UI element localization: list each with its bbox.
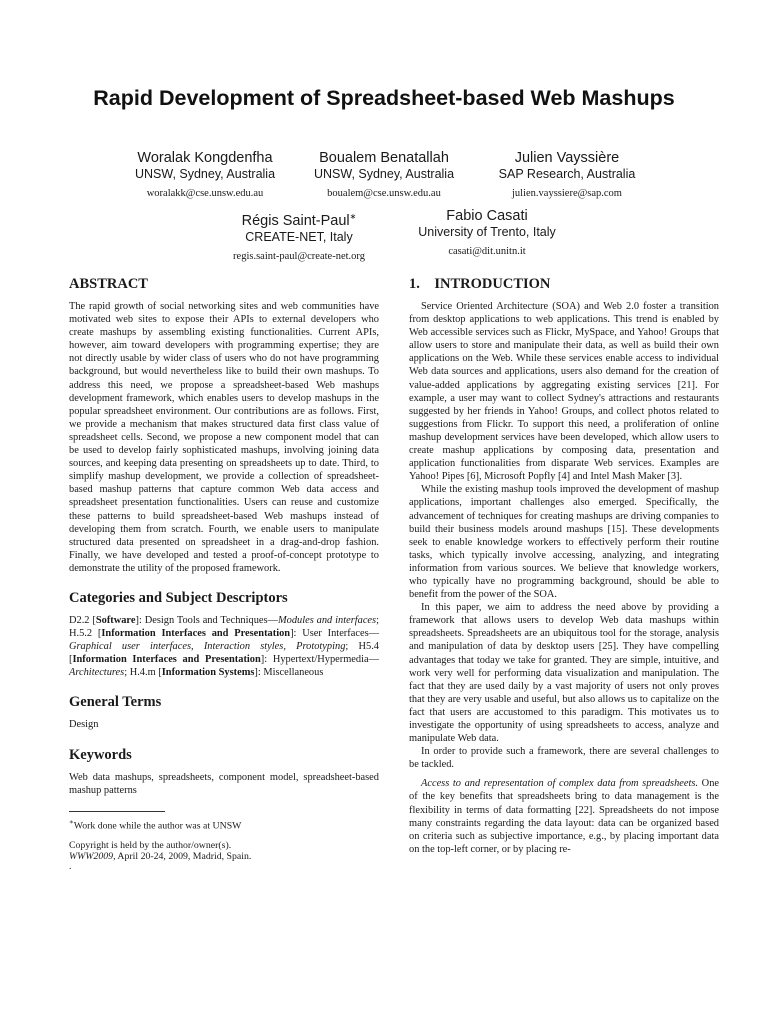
categories-fragment: ]: User Interfaces— — [290, 628, 380, 640]
author-affiliation: UNSW, Sydney, Australia — [134, 167, 276, 181]
copyright-notice — [69, 840, 379, 871]
author-affiliation: University of Trento, Italy — [418, 225, 556, 239]
categories-fragment: ; H.4.m [ — [124, 667, 162, 679]
author-email[interactable]: casati@dit.unitn.it — [448, 246, 526, 257]
author-email[interactable]: regis.saint-paul@create-net.org — [233, 250, 365, 262]
author-name: Woralak Kongdenfha — [137, 150, 273, 166]
copyright-dot: . — [69, 860, 72, 872]
categories-fragment: ; H5.4 [ — [69, 641, 379, 666]
intro-paragraph: While the existing mashup tools improved the development of mashup applications, important challenges also emerged. Specifically, the advancement of techniques for creating mashups are driving companies to build their business models around mashups [15]. These developments seek to enable knowledge workers to effectively perform their routine tasks, which typically involve accessing, analyzing, and integrating information from various sources. We believe that knowledge workers, who typically have no programming background, should be able to benefit from the power of the SOA. — [409, 484, 719, 601]
conference-venue: WWW2009 — [69, 851, 114, 863]
author-email[interactable]: boualem@cse.unsw.edu.au — [327, 188, 441, 199]
categories-fragment: Graphical user interfaces, Interaction styles, Prototyping — [69, 641, 346, 653]
copyright-line: Copyright is held by the author/owner(s). — [69, 839, 232, 851]
intro-paragraph: In this paper, we aim to address the need above by providing a framework that allows users to develop Web data mashups within spreadsheets. Spreadsheets are an ubiquitous tool for the storage, analysis and manipulation of data by desktop users [25]. They have compelling advantages that today we take for granted. They are simple, intuitive, and work very well for performing data visualization and manipulation. The fact that they are used daily by a vast majority of users not only proves that they are very usable and useful, but also allows us to capitalize on the fact that users are accustomed to this paradigm. This motivates us to investigate the opportunity of using spreadsheets to access, analyze and manipulate Web data. — [409, 602, 719, 745]
keywords-text: Web data mashups, spreadsheets, component model, spreadsheet-based mashup patterns — [69, 771, 379, 796]
general-terms-text: Design — [69, 719, 99, 731]
author-name: Julien Vayssière — [514, 150, 620, 166]
author-affiliation: CREATE-NET, Italy — [245, 229, 353, 244]
paper-title: Rapid Development of Spreadsheet-based Web Mashups — [93, 86, 675, 110]
categories-fragment: Information Interfaces and Presentation — [101, 628, 291, 640]
categories-fragment: Modules and interfaces — [277, 614, 377, 626]
intro-paragraph: Service Oriented Architecture (SOA) and Web 2.0 foster a transition from desktop applications to web applications. This trend is enabled by Web accessible services such as Flickr, MySpace, and Yahoo! Groups that allow users to store and manipulate their data, as well as build their own applications on the Web. While these services enable access to individual Web data sources and applications, users also demand for the creation of value-added applications by aggregating existing services [21]. For example, a user may want to collect Sydney's attractions and restaurants suggested by her friends in Yahoo! Groups, and collect photos related to suggestions from Flickr. To support this need, a proliferation of online mashup development services have been developed, which allow users to create mashup applications by composing data, presentation and application functionalities from disparate Web services. Examples are Yahoo! Pipes [6], Microsoft Popfly [4] and Intel Mash Maker [3]. — [409, 301, 719, 483]
categories-fragment: ; H.5.2 [ — [69, 614, 379, 640]
footnote — [69, 816, 379, 832]
categories-fragment: ]: Design Tools and Techniques— — [135, 614, 278, 626]
categories-fragment: ]: Hypertext/Hypermedia— — [260, 654, 379, 666]
introduction-heading: 1. INTRODUCTION — [409, 276, 551, 292]
author-name: Boualem Benatallah — [319, 150, 449, 166]
left-column — [69, 276, 379, 871]
footnote-divider — [69, 811, 165, 812]
author-block — [367, 208, 607, 259]
general-terms-heading: General Terms — [69, 694, 162, 711]
keywords-heading: Keywords — [69, 746, 132, 763]
categories-fragment: ]: Miscellaneous — [254, 667, 324, 679]
footnote-mark: ∗ — [349, 212, 357, 221]
author-block — [447, 150, 687, 201]
categories-fragment: Information Interfaces and Presentation — [72, 654, 261, 666]
categories-fragment: Software — [95, 614, 136, 626]
author-email[interactable]: woralakk@cse.unsw.edu.au — [146, 188, 264, 199]
intro-paragraph: In order to provide such a framework, there are several challenges to be tackled. — [409, 746, 719, 771]
abstract-heading: ABSTRACT — [69, 276, 148, 292]
footnote-mark: ∗ — [69, 817, 74, 826]
categories-text — [69, 614, 379, 679]
conference-line: WWW2009, April 20-24, 2009, Madrid, Spain. — [69, 851, 252, 863]
author-name: Fabio Casati — [446, 208, 528, 224]
abstract-text: The rapid growth of social networking sites and web communities have motivated web sites to expose their APIs to external developers who create mashups by assembling existing functionalities. Current APIs, however, aim toward developers with programming expertise; they are not directly usable by wider class of users who do not have programming background, but would nevertheless like to build their own mashups. To address this need, we propose a spreadsheet-based Web mashups development framework, which enables users to develop mashups in the popular spreadsheet environment. Our contributions are as follows. First, we provide a mechanism that makes structured data first class value of spreadsheet cells. Second, we propose a new component model that can be used to develop fairly sophisticated mashups, involving joining data sources, and keeping data presenting on spreadsheets up to date. Third, to simplify mashup development, we provide a collection of spreadsheet-based mashup patterns that capture common Web data access and spreadsheet presentation functionalities. Users can reuse and customize these patterns to build spreadsheet-based Web mashups instead of developing them from scratch. Fourth, we enable users to manipulate structured data presented on spreadsheet in a drag-and-drop fashion. Finally, we have developed and tested a proof-of-concept prototype to demonstrate the utility of the proposed framework. — [69, 301, 379, 574]
author-affiliation: SAP Research, Australia — [498, 167, 636, 181]
categories-fragment: Information Systems — [161, 667, 255, 679]
categories-fragment: Architectures — [69, 667, 125, 679]
intro-paragraph: Access to and representation of complex data from spreadsheets. One of the key benefits that spreadsheets bring to data management is the flexibility in terms of data formatting [22]. Spreadsheets do not impose many constraints regarding the data layout: data can be organized based on criteria such as subjective importance, e.g., by placing important data on the top-left corner, or by placing re- — [409, 778, 719, 855]
challenge-title: Access to and representation of complex data from spreadsheets. — [421, 778, 699, 790]
author-affiliation: UNSW, Sydney, Australia — [313, 167, 455, 181]
footnote-text: Work done while the author was at UNSW — [73, 819, 242, 831]
author-email[interactable]: julien.vayssiere@sap.com — [512, 188, 622, 199]
categories-fragment: D2.2 [ — [69, 614, 96, 626]
right-column — [409, 276, 719, 856]
categories-heading: Categories and Subject Descriptors — [69, 589, 288, 606]
author-name: Régis Saint-Paul∗ — [241, 212, 357, 229]
